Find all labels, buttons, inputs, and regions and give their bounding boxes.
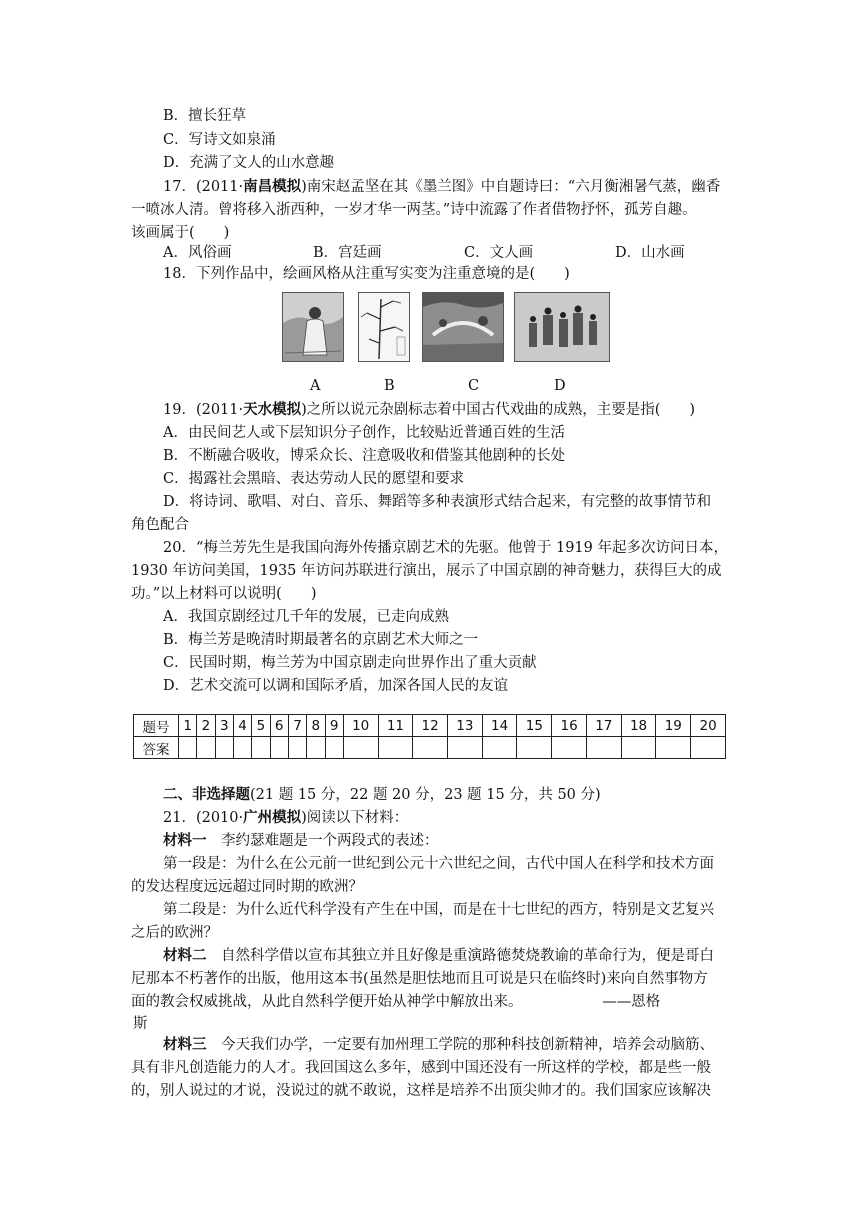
painting-d [514, 292, 610, 362]
q20-stem-line2: 1930 年访问美国，1935 年访问苏联进行演出，展示了中国京剧的神奇魅力，获得巨大的成 [131, 563, 722, 579]
answer-table [133, 714, 726, 759]
question-number-cell: 6 [270, 715, 288, 737]
answer-cell[interactable] [307, 737, 325, 759]
q19-option-a: A．由民间艺人或下层知识分子创作，比较贴近普通百姓的生活 [163, 425, 565, 441]
q21-source: 广州模拟 [243, 810, 302, 826]
question-number-cell: 15 [517, 715, 552, 737]
q17-option-a: A．风俗画 [163, 245, 232, 261]
answer-cell[interactable] [378, 737, 413, 759]
question-number-cell: 4 [233, 715, 251, 737]
q20-option-c: C．民国时期，梅兰芳为中国京剧走向世界作出了重大贡献 [163, 655, 537, 671]
question-number-cell: 1 [179, 715, 197, 737]
answer-cell[interactable] [233, 737, 251, 759]
q18-stem: 18．下列作品中，绘画风格从注重写实变为注重意境的是( ) [163, 266, 570, 282]
q17-source: 南昌模拟 [243, 179, 302, 195]
q19-option-d-line1: D．将诗词、歌唱、对白、音乐、舞蹈等多种表演形式结合起来，有完整的故事情节和 [163, 494, 712, 510]
q18-figures [282, 292, 612, 362]
answer-cell[interactable] [288, 737, 306, 759]
q17-option-b: B．宫廷画 [313, 245, 382, 261]
question-number-cell: 14 [482, 715, 517, 737]
answer-cell[interactable] [586, 737, 621, 759]
question-number-cell: 7 [288, 715, 306, 737]
q19-option-b: B．不断融合吸收，博采众长、注意吸收和借鉴其他剧种的长处 [163, 448, 566, 464]
answer-cell[interactable] [197, 737, 215, 759]
answer-cell[interactable] [343, 737, 378, 759]
material-1-title: 材料一 [163, 833, 207, 849]
material-2-line2: 尼那本不朽著作的出版，他用这本书(虽然是胆怯地而且可说是只在临终时)来向自然事物方 [131, 971, 708, 987]
q17-stem-line3: 该画属于( ) [131, 225, 230, 241]
question-number-cell: 19 [656, 715, 691, 737]
q20-stem-line1: 20．“梅兰芳先生是我国向海外传播京剧艺术的先驱。他曾于 1919 年起多次访问日本， [163, 540, 728, 556]
material-3-line3: 的，别人说过的才说，没说过的就不敢说，这样是培养不出顶尖帅才的。我们国家应该解决 [131, 1083, 711, 1099]
figure-label-c: C [468, 378, 480, 394]
q16-option-b: B．擅长狂草 [163, 108, 247, 124]
question-number-cell: 11 [378, 715, 413, 737]
question-number-cell: 10 [343, 715, 378, 737]
q21-stem: 21．(2010·广州模拟)阅读以下材料： [163, 810, 409, 826]
table-header-cell: 题号 [134, 715, 179, 737]
q17-stem-line2: 一喷冰人清。曾将移入浙西种，一岁才华一两茎。”诗中流露了作者借物抒怀，孤芳自趣。 [131, 202, 697, 218]
figure-label-a: A [310, 378, 321, 394]
q16-option-c: C．写诗文如泉涌 [163, 132, 276, 148]
answer-cell[interactable] [270, 737, 288, 759]
question-number-cell: 18 [621, 715, 656, 737]
section2-title: 二、非选择题 [163, 787, 250, 803]
q19-stem: 19．(2011·天水模拟)之所以说元杂剧标志着中国古代戏曲的成熟，主要是指( ) [163, 402, 696, 418]
answer-cell[interactable] [252, 737, 270, 759]
answer-cell[interactable] [552, 737, 587, 759]
material-1-para2-line2: 之后的欧洲？ [131, 925, 218, 941]
figure-label-d: D [554, 378, 566, 394]
q20-stem-line3: 功。”以上材料可以说明( ) [131, 586, 317, 602]
answer-cell[interactable] [215, 737, 233, 759]
question-number-cell: 5 [252, 715, 270, 737]
question-number-cell: 12 [413, 715, 448, 737]
q16-option-d: D．充满了文人的山水意趣 [163, 155, 335, 171]
answer-cell[interactable] [413, 737, 448, 759]
answer-cell[interactable] [517, 737, 552, 759]
table-row [134, 715, 726, 737]
question-number-cell: 9 [325, 715, 343, 737]
q17-option-c: C．文人画 [464, 245, 534, 261]
figure-label-b: B [384, 378, 395, 394]
answer-cell[interactable] [325, 737, 343, 759]
answer-cell[interactable] [179, 737, 197, 759]
material-3-line2: 具有非凡创造能力的人才。我回国这么多年，感到中国还没有一所这样的学校，都是些一般 [131, 1060, 711, 1076]
question-number-cell: 8 [307, 715, 325, 737]
painting-b [358, 292, 410, 362]
material-1-para2-line1: 第二段是：为什么近代科学没有产生在中国，而是在十七世纪的西方，特别是文艺复兴 [163, 902, 714, 918]
material-3-line1: 材料三 今天我们办学，一定要有加州理工学院的那种科技创新精神，培养会动脑筋、 [163, 1037, 714, 1053]
answer-cell[interactable] [621, 737, 656, 759]
table-header-cell: 答案 [134, 737, 179, 759]
question-number-cell: 3 [215, 715, 233, 737]
q20-option-d: D．艺术交流可以调和国际矛盾，加深各国人民的友谊 [163, 678, 509, 694]
material-2-title: 材料二 [163, 948, 207, 964]
material-1-intro: 材料一 李约瑟难题是一个两段式的表述： [163, 833, 439, 849]
q17-options [163, 241, 763, 261]
q17-stem-line1: 17．(2011·南昌模拟)南宋赵孟坚在其《墨兰图》中自题诗曰：“六月衡湘暑气蒸，幽香 [163, 179, 721, 195]
table-row [134, 737, 726, 759]
question-number-cell: 13 [448, 715, 483, 737]
material-2-line3: 面的教会权威挑战，从此自然科学便开始从神学中解放出来。 ——恩格 [131, 994, 661, 1010]
q20-option-a: A．我国京剧经过几千年的发展，已走向成熟 [163, 609, 449, 625]
material-1-para1-line1: 第一段是：为什么在公元前一世纪到公元十六世纪之间，古代中国人在科学和技术方面 [163, 856, 714, 872]
material-2-line1: 材料二 自然科学借以宣布其独立并且好像是重演路德焚烧教谕的革命行为，便是哥白 [163, 948, 714, 964]
q19-source: 天水模拟 [243, 402, 302, 418]
q17-option-d: D．山水画 [615, 245, 685, 261]
material-2-line4: 斯 [133, 1016, 148, 1032]
q20-option-b: B．梅兰芳是晚清时期最著名的京剧艺术大师之一 [163, 632, 479, 648]
q19-option-d-line2: 角色配合 [131, 517, 189, 533]
answer-cell[interactable] [656, 737, 691, 759]
question-number-cell: 2 [197, 715, 215, 737]
section2-score: (21 题 15 分，22 题 20 分，23 题 15 分，共 50 分) [250, 787, 601, 803]
section2-heading [163, 785, 601, 805]
question-number-cell: 16 [552, 715, 587, 737]
painting-c [422, 292, 504, 362]
material-3-title: 材料三 [163, 1037, 207, 1053]
painting-a [282, 292, 344, 362]
answer-cell[interactable] [448, 737, 483, 759]
answer-cell[interactable] [691, 737, 726, 759]
question-number-cell: 17 [586, 715, 621, 737]
answer-cell[interactable] [482, 737, 517, 759]
q19-option-c: C．揭露社会黑暗、表达劳动人民的愿望和要求 [163, 471, 465, 487]
material-1-para1-line2: 的发达程度远远超过同时期的欧洲？ [131, 879, 363, 895]
question-number-cell: 20 [691, 715, 726, 737]
